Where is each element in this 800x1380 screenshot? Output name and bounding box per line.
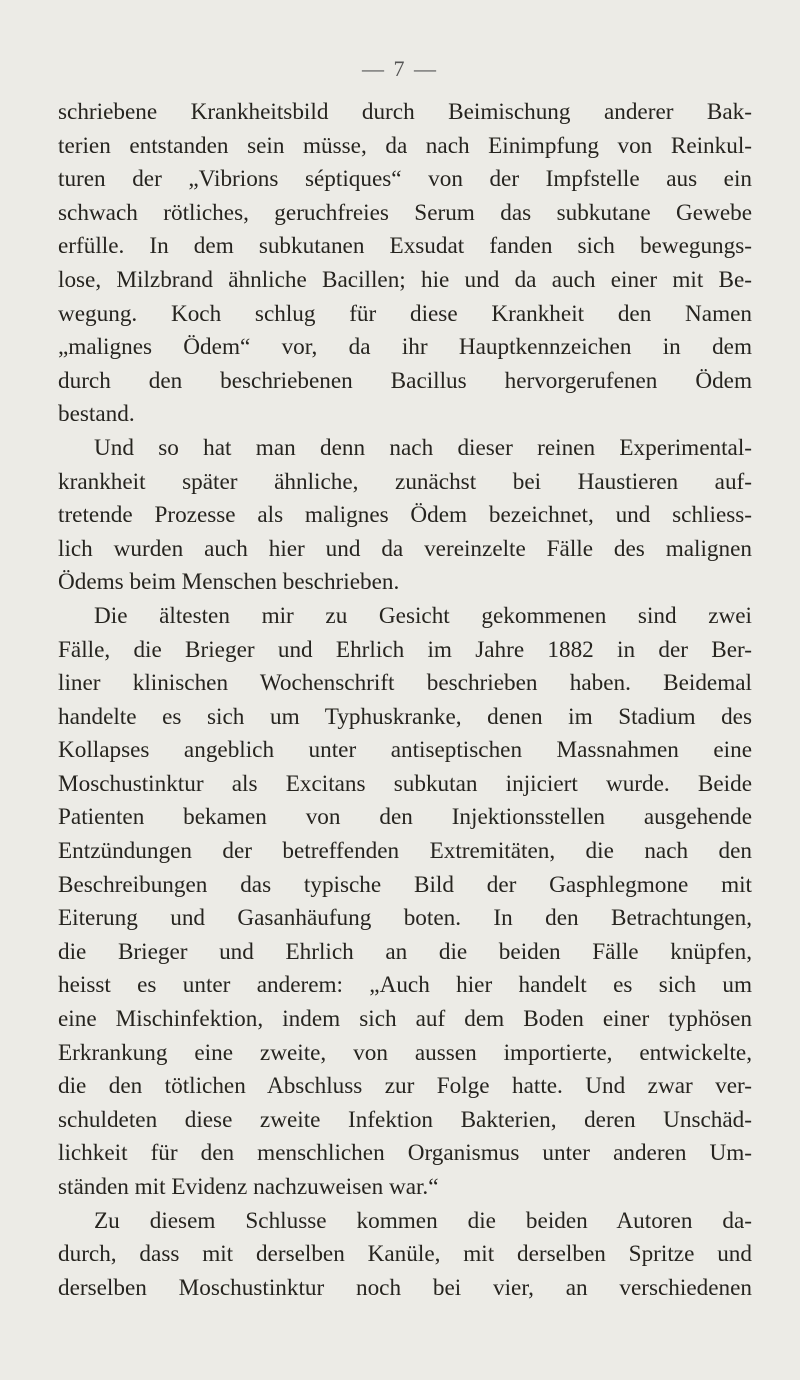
text-line: derselben Moschustinktur noch bei vier, an verschiedenen [58,1274,752,1301]
text-line: lich wurden auch hier und da vereinzelte Fälle des malignen [58,535,752,562]
text-line: Und so hat man denn nach dieser reinen Experimental- [94,434,752,461]
text-line: handelte es sich um Typhuskranke, denen im Stadium des [58,703,752,730]
text-line: lichkeit für den menschlichen Organismus unter anderen Um- [58,1140,752,1167]
text-line: Moschustinktur als Excitans subkutan injiciert wurde. Beide [58,770,752,797]
text-line: terien entstanden sein müsse, da nach Einimpfung von Reinkul- [58,132,752,159]
body-text [58,96,752,1305]
text-line: die den tötlichen Abschluss zur Folge hatte. Und zwar ver- [58,1073,752,1100]
text-line: lose, Milzbrand ähnliche Bacillen; hie und da auch einer mit Be- [58,266,752,293]
text-line: Kollapses angeblich unter antiseptischen Massnahmen eine [58,737,752,764]
text-line: schriebene Krankheitsbild durch Beimischung anderer Bak- [58,99,752,125]
text-line: schwach rötliches, geruchfreies Serum das subkutane Gewebe [58,199,752,226]
text-line: Entzündungen der betreffenden Extremitäten, die nach den [58,838,752,865]
text-line: tretende Prozesse als malignes Ödem bezeichnet, und schliess- [58,502,752,529]
text-line: „malignes Ödem“ vor, da ihr Hauptkennzeichen in dem [58,334,752,361]
text-line: die Brieger und Ehrlich an die beiden Fälle knüpfen, [58,938,752,965]
page-number: — 7 — [362,56,438,81]
text-line: wegung. Koch schlug für diese Krankheit den Namen [58,300,752,327]
text-line: Ödems beim Menschen beschrieben. [58,569,400,596]
text-line: Fälle, die Brieger und Ehrlich im Jahre 1882 in der Ber- [58,636,752,663]
text-line: schuldeten diese zweite Infektion Bakterien, deren Unschäd- [58,1106,752,1133]
text-line: Die ältesten mir zu Gesicht gekommenen sind zwei [94,602,752,629]
text-line: heisst es unter anderem: „Auch hier handelt es sich um [58,972,752,999]
text-line: ständen mit Evidenz nachzuweisen war.“ [58,1174,439,1200]
text-line: Erkrankung eine zweite, von aussen importierte, entwickelte, [58,1039,752,1066]
paragraph-koch-malignes-oedem [58,96,752,432]
text-line: turen der „Vibrions séptiques“ von der Impfstelle aus ein [58,166,752,193]
text-line: bestand. [58,401,135,428]
text-line: krankheit später ähnliche, zunächst bei Haustieren auf- [58,468,752,495]
text-line: erfülle. In dem subkutanen Exsudat fanden sich bewegungs- [58,233,752,260]
text-line: eine Mischinfektion, indem sich auf dem Boden einer typhösen [58,1006,752,1033]
text-line: Eiterung und Gasanhäufung boten. In den Betrachtungen, [58,905,752,932]
text-line: Patienten bekamen von den Injektionsstellen ausgehende [58,804,752,831]
text-line: Beschreibungen das typische Bild der Gasphlegmone mit [58,871,752,898]
paragraph-schlusse [58,1205,752,1306]
text-line: durch den beschriebenen Bacillus hervorgerufenen Ödem [58,367,752,394]
paragraph-experimental-krankheit [58,432,752,600]
text-line: liner klinischen Wochenschrift beschrieben haben. Beidemal [58,670,752,697]
text-line: durch, dass mit derselben Kanüle, mit derselben Spritze und [58,1241,752,1268]
paragraph-brieger-ehrlich [58,600,752,1205]
text-line: Zu diesem Schlusse kommen die beiden Autoren da- [94,1207,752,1234]
